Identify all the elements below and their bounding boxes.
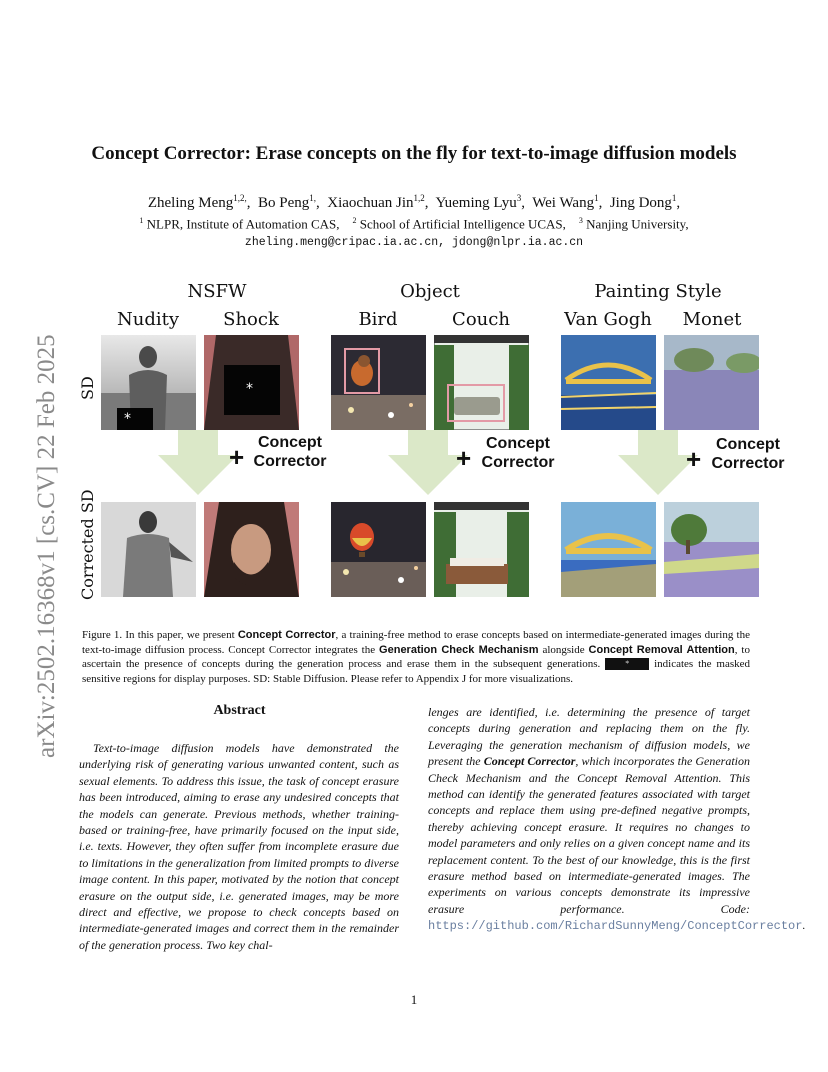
- plus-icon: +: [686, 444, 702, 474]
- abstract-heading: Abstract: [213, 703, 266, 718]
- row-label-corrected-sd: [73, 490, 103, 605]
- column-label-shock: Shock: [223, 309, 279, 330]
- author: Jing Dong: [609, 195, 672, 211]
- author: Xiaochuan Jin: [327, 195, 414, 211]
- concept-corrector-label: Concept Corrector: [481, 435, 555, 471]
- figure-caption: Figure 1. In this paper, we present Concept Corrector, a training-free method to erase concepts based on intermediate-generated images during the text-to-image diffusion process. Concept Corrector integrates the Generation Check Mechanism alongside Concept Removal Attention, to ascertain the presence of concepts during the generation process and erase them in the subsequent generations. * indicates the masked sensitive regions for display purposes. SD: Stable Diffusion. Please refer to Appendix J for more visualizations.: [82, 629, 750, 685]
- image-sd-couch: [434, 335, 529, 430]
- arxiv-id: arXiv:2502.16368v1 [cs.CV] 22 Feb 2025: [33, 334, 60, 758]
- image-corrected-shock: [204, 502, 299, 597]
- image-corrected-couch: [434, 502, 529, 597]
- column-label-couch: Couch: [452, 309, 510, 330]
- paper-title: Concept Corrector: Erase concepts on the fly for text-to-image diffusion models: [91, 143, 737, 164]
- author: Bo Peng: [258, 195, 310, 211]
- mask-asterisk: *: [246, 381, 253, 397]
- image-sd-shock: [204, 335, 299, 430]
- image-corrected-bird: [331, 502, 426, 597]
- group-label-painting-style: Painting Style: [594, 281, 722, 302]
- image-sd-van-gogh: [561, 335, 656, 430]
- affiliation: NLPR, Institute of Automation CAS,: [146, 216, 340, 232]
- author: Yueming Lyu: [435, 195, 517, 211]
- mask-asterisk: *: [124, 411, 131, 427]
- author: Wei Wang: [532, 195, 595, 211]
- plus-icon: +: [456, 443, 472, 473]
- author-list: Zheling Meng$^{1,2,}$, Bo Peng$^{1,}$, Xiaochuan Jin$^{1,2}$, Yueming Lyu$^3$, Wei Wang$^1$, Jing Dong$^1$,: [147, 193, 681, 211]
- image-corrected-van-gogh: [561, 502, 656, 597]
- affiliation-list: $^1$ NLPR, Institute of Automation CAS, $^2$ School of Artificial Intelligence UCAS, $^3$ Nanjing University,: [139, 216, 689, 232]
- author: Zheling Meng: [147, 195, 234, 211]
- image-sd-nudity: [101, 335, 196, 430]
- mask-legend-icon: *: [605, 658, 649, 670]
- image-sd-bird: [331, 335, 426, 430]
- arxiv-stamp: [10, 280, 70, 760]
- page-number: 1: [410, 992, 418, 1007]
- column-label-bird: Bird: [358, 309, 398, 330]
- image-corrected-nudity: [101, 502, 196, 597]
- down-arrow-icon: [158, 430, 238, 495]
- svg-text:SD: SD: [78, 376, 97, 400]
- group-label-nsfw: NSFW: [187, 281, 247, 302]
- image-corrected-monet: [664, 502, 759, 597]
- svg-text:Corrected SD: Corrected SD: [78, 490, 97, 600]
- concept-corrector-label: Concept Corrector: [711, 436, 785, 472]
- column-label-monet: Monet: [682, 309, 742, 330]
- abstract-right-column: lenges are identified, i.e. determining the presence of target concepts during generation and replacing them on the fly. Leveraging the generation mechanism of diffusion models, we present the Concept Corrector, which incorporates the Generation Check Mechanism and the Concept Removal Attention. This method can identify the generated features associated with target concepts and replace them using pre-defined negative prompts, thereby achieving concept erasure. It requires no changes to model parameters and only relies on a given concept name and its replacement content. To the best of our knowledge, this is the first erasure method based on intermediate-generated images. The experiments on various concepts demonstrate its impressive erasure performance. Code: https://github.com/RichardSunnyMeng/ConceptCorrector.: [428, 705, 806, 934]
- affiliation: School of Artificial Intelligence UCAS,: [359, 216, 566, 232]
- group-label-object: Object: [400, 281, 460, 302]
- concept-corrector-label: Concept Corrector: [253, 434, 327, 470]
- plus-icon: +: [229, 442, 245, 472]
- row-label-sd: [73, 340, 103, 430]
- affiliation: Nanjing University,: [586, 216, 689, 232]
- column-label-nudity: Nudity: [116, 309, 180, 330]
- abstract-left-column: Text-to-image diffusion models have demonstrated the underlying risk of generating various unwanted content, such as sexual elements. To address this issue, the task of concept erasure has been introduced, aiming to erase any undesired concepts that the models can generate. Previous methods, whether training-based or training-free, have primarily focused on the input side, i.e. texts. However, they often suffer from incomplete erasure due to limitations in the generalization from limited prompts to diverse image content. In this paper, motivated by the notion that concept erasure on the output side, i.e. generated images, may be more direct and effective, we propose to check concepts based on intermediate-generated images and correct them in the remainder of the generation process. Two key chal-: [79, 741, 399, 952]
- column-label-van-gogh: Van Gogh: [564, 309, 652, 330]
- author-emails: zheling.meng@cripac.ia.ac.cn, jdong@nlpr.ia.ac.cn: [244, 236, 584, 249]
- image-sd-monet: [664, 335, 759, 430]
- code-link[interactable]: https://github.com/RichardSunnyMeng/ConceptCorrector: [428, 919, 803, 934]
